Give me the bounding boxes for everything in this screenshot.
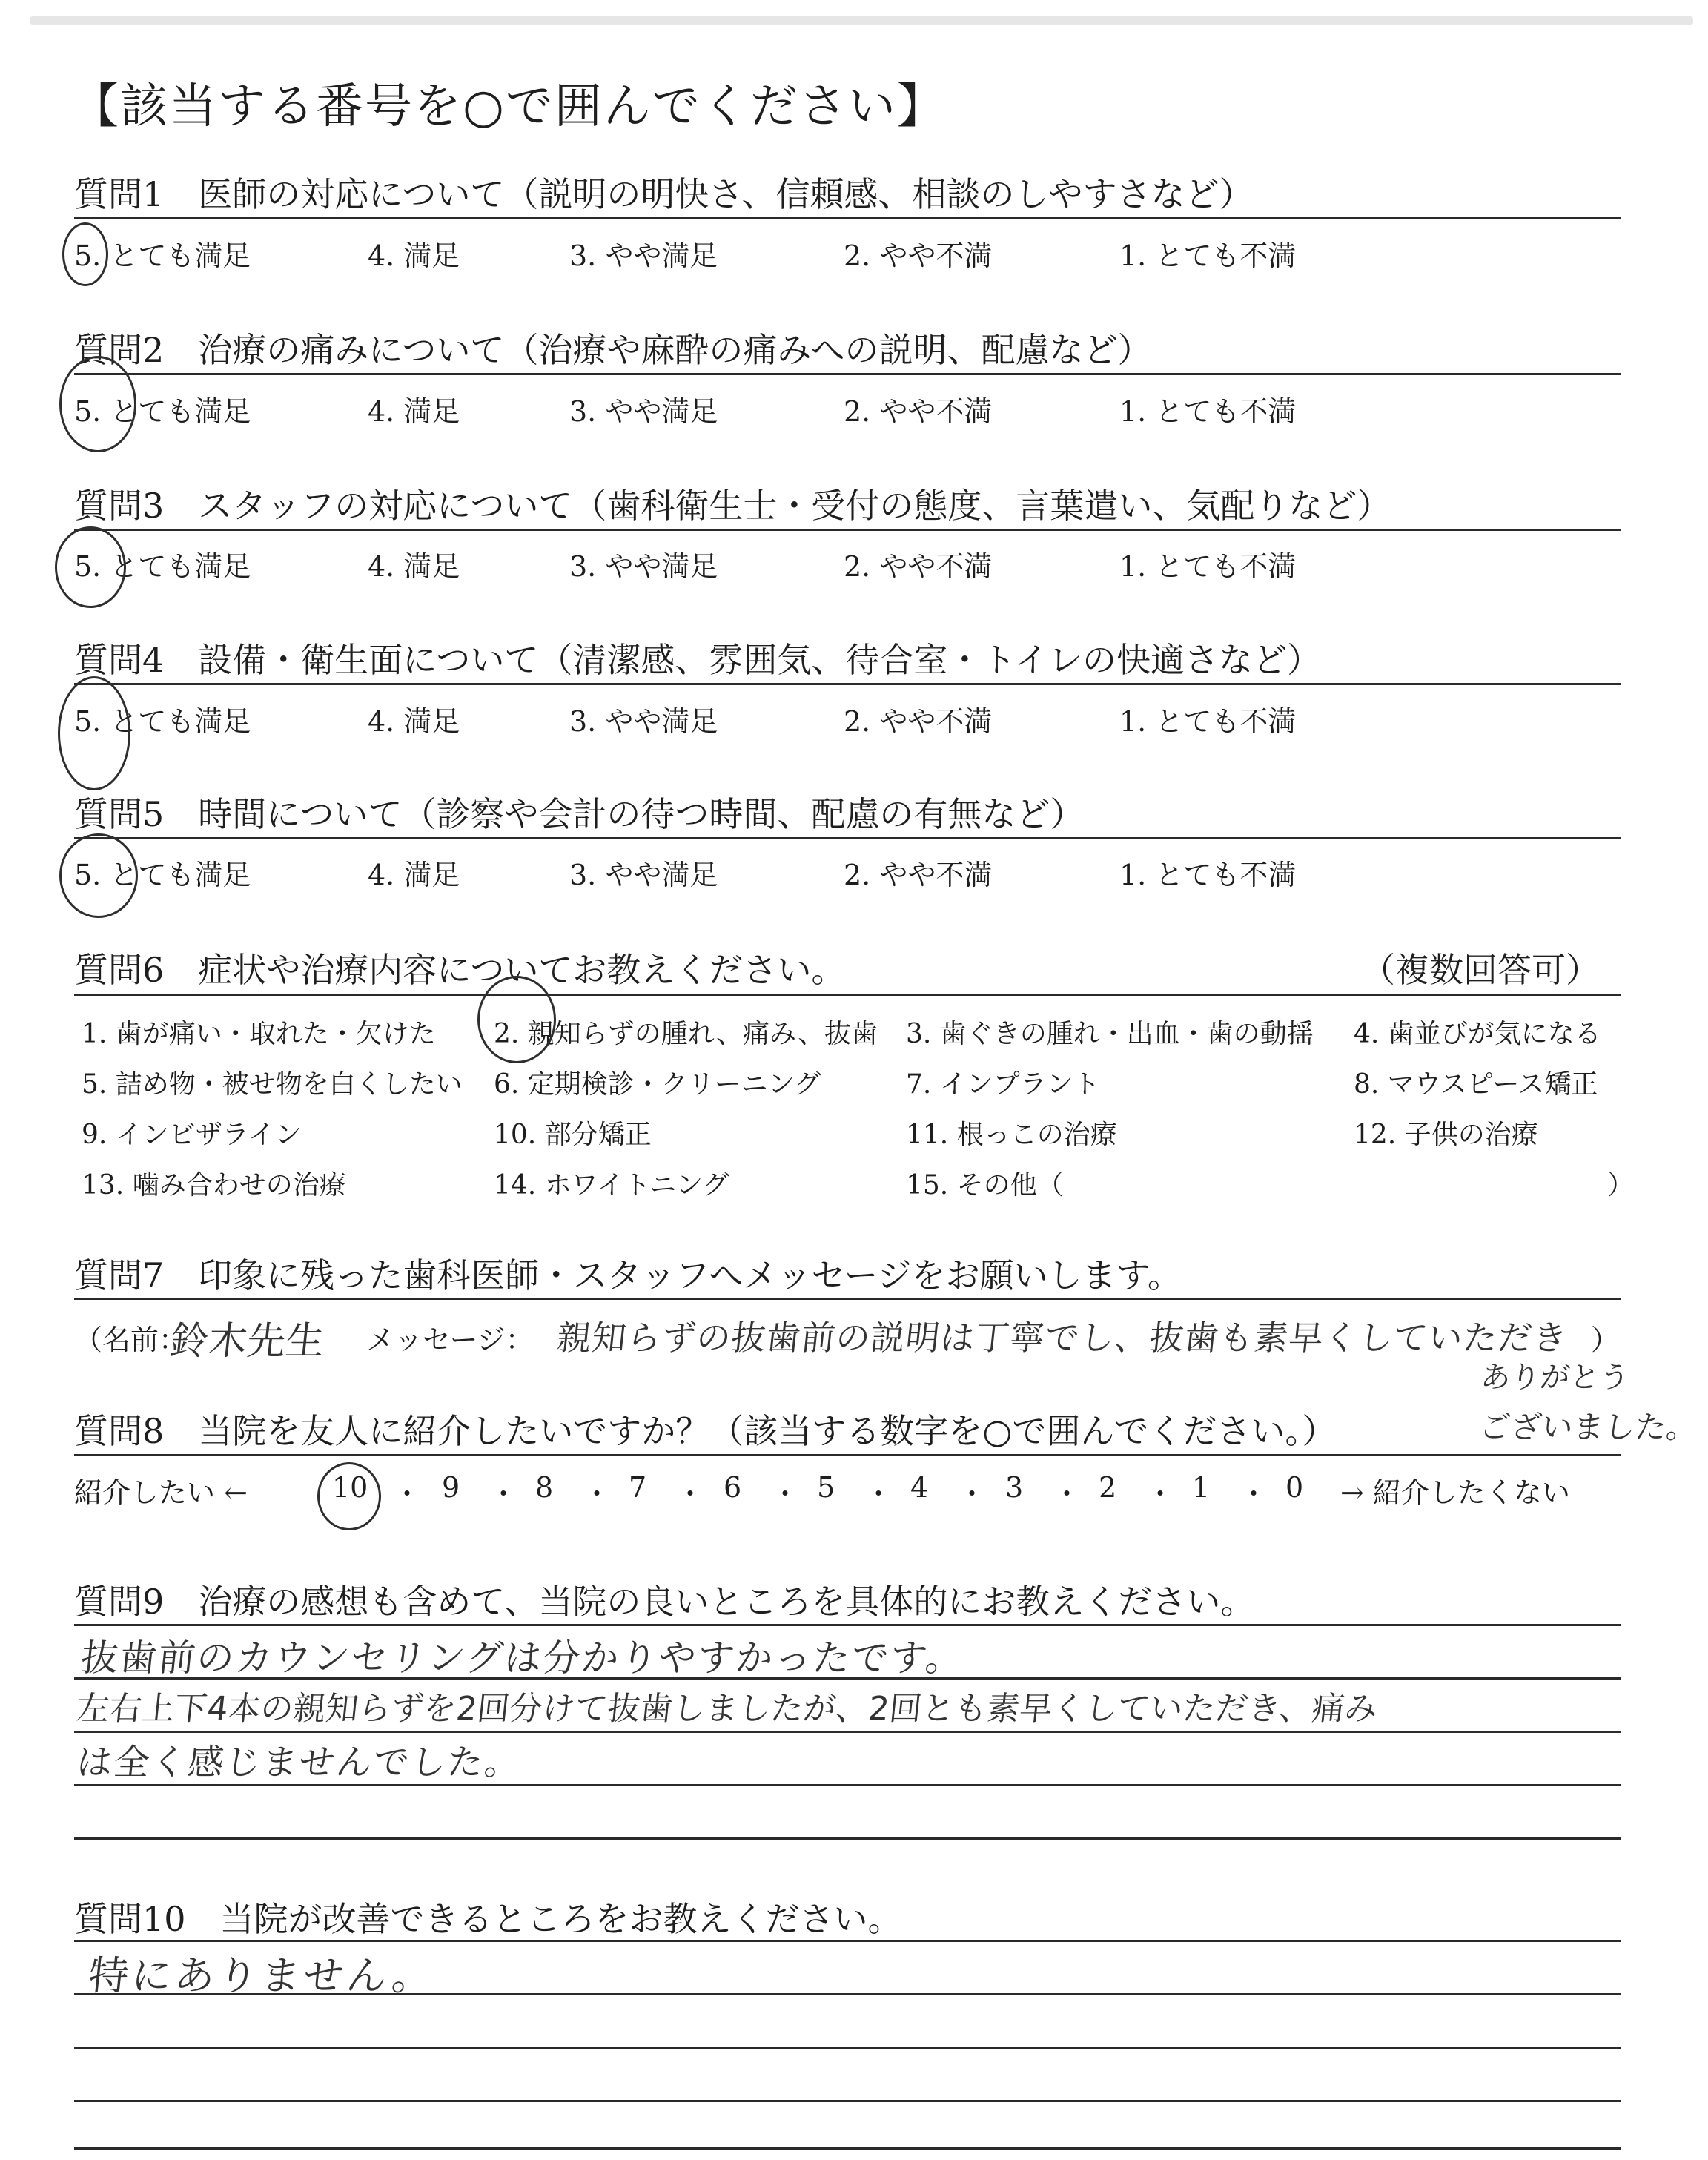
q6-label: 質問6 (74, 950, 165, 990)
q5-option-1[interactable]: 1. とても不満 (1119, 859, 1297, 891)
q3-option-4[interactable]: 4. 満足 (368, 550, 460, 583)
q8-scale-0[interactable]: 0 (1285, 1471, 1304, 1504)
q8-scale-dot: ・ (676, 1478, 705, 1510)
q6-option-3[interactable]: 3. 歯ぐきの腫れ・出血・歯の動揺 (906, 1019, 1314, 1049)
q2-heading (74, 323, 1151, 372)
q8-left-label: 紹介したい ← (74, 1476, 248, 1509)
q8-scale-dot: ・ (1053, 1478, 1082, 1510)
q4-rule (74, 683, 1621, 685)
q4-label: 質問4 (74, 640, 165, 680)
q9-answer-line-2[interactable]: 左右上下4本の親知らずを2回分けて抜歯しましたが、2回とも素早くしていただき、痛み (74, 1690, 1380, 1728)
q4-option-5[interactable]: 5. とても満足 (74, 705, 251, 738)
q7-heading (74, 1249, 1182, 1298)
page-title: 【該当する番号を○で囲んでください】 (71, 79, 946, 134)
q6-option-2[interactable]: 2. 親知らずの腫れ、痛み、抜歯 (494, 1019, 878, 1049)
q7-message-cont2: ございました。 (1477, 1409, 1700, 1445)
q4-text: 設備・衛生面について（清潔感、雰囲気、待合室・トイレの快適さなど） (198, 640, 1322, 680)
q9-line-3 (74, 1731, 1621, 1733)
q8-scale-dot: ・ (771, 1478, 800, 1510)
q3-option-1[interactable]: 1. とても不満 (1119, 550, 1297, 583)
q4-selection-circle (58, 676, 130, 790)
q8-scale-10[interactable]: 10 (332, 1471, 368, 1504)
q8-scale-dot: ・ (1146, 1478, 1175, 1510)
q1-option-3[interactable]: 3. やや満足 (569, 240, 718, 272)
q8-rule (74, 1454, 1621, 1456)
q10-text: 当院が改善できるところをお教えください。 (219, 1899, 902, 1939)
q8-scale-dot: ・ (1239, 1478, 1268, 1510)
q8-scale-3[interactable]: 3 (1005, 1471, 1024, 1504)
q9-label: 質問9 (74, 1582, 165, 1622)
q9-answer-line-3[interactable]: は全く感じませんでした。 (74, 1742, 524, 1783)
q3-label: 質問3 (74, 486, 165, 526)
q3-option-2[interactable]: 2. やや不満 (844, 550, 993, 583)
q8-right-label: → 紹介したくない (1340, 1476, 1570, 1509)
q4-option-1[interactable]: 1. とても不満 (1119, 705, 1297, 738)
q9-heading (74, 1575, 1254, 1624)
q5-option-2[interactable]: 2. やや不満 (844, 859, 993, 891)
q6-option-7[interactable]: 7. インプラント (906, 1069, 1100, 1100)
q6-heading (74, 943, 845, 992)
q8-label: 質問8 (74, 1411, 165, 1451)
q1-option-2[interactable]: 2. やや不満 (844, 240, 993, 272)
q8-scale-2[interactable]: 2 (1099, 1471, 1117, 1504)
q6-option-6[interactable]: 6. 定期検診・クリーニング (494, 1069, 821, 1100)
q1-text: 医師の対応について（説明の明快さ、信頼感、相談のしやすさなど） (198, 174, 1254, 214)
q5-rule (74, 837, 1621, 839)
q8-scale-9[interactable]: 9 (442, 1471, 460, 1504)
q10-line-3 (74, 2047, 1621, 2049)
q6-option-14[interactable]: 14. ホワイトニング (494, 1170, 729, 1200)
q2-option-3[interactable]: 3. やや満足 (569, 395, 718, 428)
q10-heading (74, 1892, 902, 1941)
q6-option-9[interactable]: 9. インビザライン (82, 1120, 302, 1150)
q10-answer[interactable]: 特にありません。 (86, 1952, 438, 1999)
q6-option-10[interactable]: 10. 部分矯正 (494, 1120, 652, 1150)
q5-heading (74, 787, 1084, 836)
q10-line-1 (74, 1940, 1621, 1942)
q6-rule (74, 994, 1621, 996)
q3-option-3[interactable]: 3. やや満足 (569, 550, 718, 583)
q6-option-1[interactable]: 1. 歯が痛い・取れた・欠けた (82, 1019, 436, 1049)
q6-option-8[interactable]: 8. マウスピース矯正 (1354, 1069, 1598, 1100)
q1-option-1[interactable]: 1. とても不満 (1119, 240, 1297, 272)
top-scan-edge (30, 16, 1693, 25)
q5-option-5[interactable]: 5. とても満足 (74, 859, 251, 891)
q6-option-12[interactable]: 12. 子供の治療 (1354, 1120, 1538, 1150)
q3-rule (74, 529, 1621, 531)
q6-multiple-note: （複数回答可） (1361, 950, 1600, 990)
q1-selection-circle (62, 222, 108, 286)
q5-label: 質問5 (74, 794, 165, 834)
q5-option-3[interactable]: 3. やや満足 (569, 859, 718, 891)
q6-option-5[interactable]: 5. 詰め物・被せ物を白くしたい (82, 1069, 463, 1100)
q8-selection-circle (317, 1462, 381, 1530)
q8-heading (74, 1404, 1336, 1453)
q10-line-5 (74, 2147, 1621, 2150)
q3-option-5[interactable]: 5. とても満足 (74, 550, 251, 583)
q5-selection-circle (59, 833, 138, 918)
q6-option-4[interactable]: 4. 歯並びが気になる (1354, 1019, 1601, 1049)
q6-option-15[interactable]: 15. その他（ (906, 1170, 1064, 1200)
q2-text: 治療の痛みについて（治療や麻酔の痛みへの説明、配慮など） (198, 330, 1152, 370)
q8-scale-dot: ・ (583, 1478, 612, 1510)
q7-rule (74, 1298, 1621, 1300)
q9-answer-line-1[interactable]: 抜歯前のカウンセリングは分かりやすかったです。 (79, 1636, 967, 1680)
q10-label: 質問10 (74, 1899, 186, 1939)
q7-label: 質問7 (74, 1255, 165, 1295)
q6-text: 症状や治療内容についてお教えください。 (198, 950, 846, 990)
q1-option-4[interactable]: 4. 満足 (368, 240, 460, 272)
q8-scale-1[interactable]: 1 (1192, 1471, 1211, 1504)
q3-heading (74, 479, 1391, 528)
q2-label: 質問2 (74, 330, 165, 370)
q7-text: 印象に残った歯科医師・スタッフへメッセージをお願いします。 (198, 1255, 1182, 1295)
q2-option-4[interactable]: 4. 満足 (368, 395, 460, 428)
q9-text: 治療の感想も含めて、当院の良いところを具体的にお教えください。 (198, 1582, 1255, 1622)
q2-rule (74, 373, 1621, 375)
q4-heading (74, 633, 1321, 682)
q7-message-label: メッセージ： (366, 1324, 534, 1356)
q3-text: スタッフの対応について（歯科衛生士・受付の態度、言葉遣い、気配りなど） (198, 486, 1391, 526)
q8-scale-dot: ・ (864, 1478, 893, 1510)
q8-scale-dot: ・ (393, 1478, 422, 1510)
q5-text: 時間について（診察や会計の待つ時間、配慮の有無など） (198, 794, 1085, 834)
q7-name-value[interactable]: 鈴木先生 (168, 1319, 327, 1364)
q7-message-cont1: ありがとう (1479, 1361, 1632, 1395)
q6-option-11[interactable]: 11. 根っこの治療 (906, 1120, 1117, 1150)
q6-other-close: ） (1607, 1170, 1635, 1200)
q1-option-5[interactable]: 5. とても満足 (74, 240, 251, 272)
q6-selection-circle (477, 976, 556, 1063)
q1-label: 質問1 (74, 174, 165, 214)
q7-message-value[interactable]: 親知らずの抜歯前の説明は丁寧でし、抜歯も素早くしていただき (555, 1318, 1570, 1358)
q2-option-1[interactable]: 1. とても不満 (1119, 395, 1297, 428)
q3-selection-circle (55, 526, 126, 608)
q8-scale-8[interactable]: 8 (535, 1471, 554, 1504)
q8-scale-dot: ・ (489, 1478, 518, 1510)
q1-heading (74, 168, 1254, 217)
q8-scale-4[interactable]: 4 (910, 1471, 929, 1504)
q8-scale-7[interactable]: 7 (629, 1471, 647, 1504)
q2-option-2[interactable]: 2. やや不満 (844, 395, 993, 428)
q9-line-1 (74, 1624, 1621, 1626)
q4-option-4[interactable]: 4. 満足 (368, 705, 460, 738)
q8-scale-6[interactable]: 6 (724, 1471, 742, 1504)
q4-option-3[interactable]: 3. やや満足 (569, 705, 718, 738)
q7-name-label: （名前： (74, 1324, 188, 1356)
q10-line-4 (74, 2100, 1621, 2102)
q4-option-2[interactable]: 2. やや不満 (844, 705, 993, 738)
q2-selection-circle (59, 356, 136, 452)
q9-line-5 (74, 1837, 1621, 1840)
q8-text: 当院を友人に紹介したいですか？（該当する数字を○で囲んでください。） (198, 1411, 1337, 1451)
q1-rule (74, 217, 1621, 219)
q7-close-paren: ） (1591, 1324, 1620, 1356)
q8-scale-dot: ・ (958, 1478, 987, 1510)
q2-option-5[interactable]: 5. とても満足 (74, 395, 251, 428)
q6-option-13[interactable]: 13. 噛み合わせの治療 (82, 1170, 346, 1200)
q5-option-4[interactable]: 4. 満足 (368, 859, 460, 891)
q8-scale-5[interactable]: 5 (817, 1471, 835, 1504)
